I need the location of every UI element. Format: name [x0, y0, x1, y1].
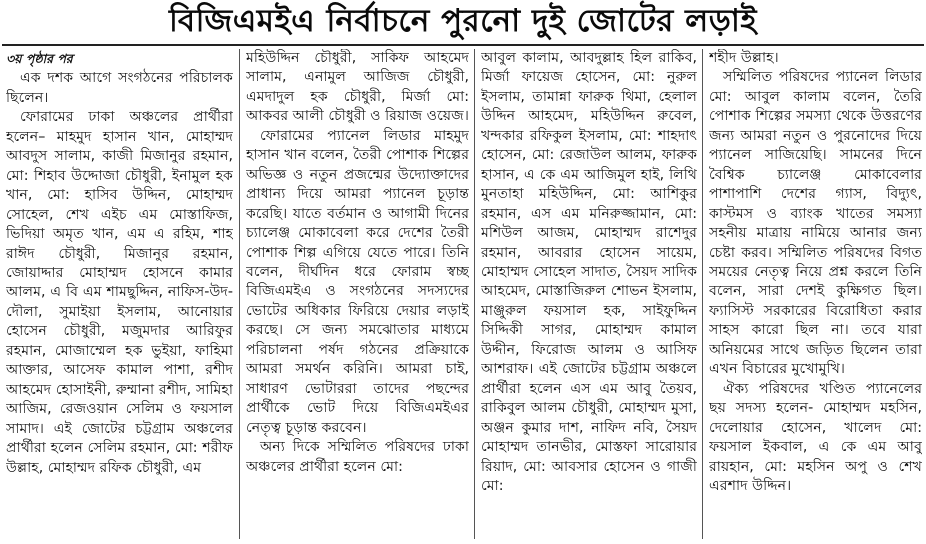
column-divider: [702, 49, 703, 539]
article-headline: বিজিএমইএ নির্বাচনে পুরনো দুই জোটের লড়াই: [169, 3, 757, 39]
column-3-paragraph-1: আবুল কালাম, আবদুল্লাহ হিল রাকিব, মির্জা ফায়েজ হোসেন, মো: নুরুল ইসলাম, তামান্না ফারুক থিমা, হেলাল উদ্দিন আহমেদ, মহিউদ্দিন রুবেল, খন্দকার রফিকুল ইসলাম, মো: শাহদাৎ হোসেন, মো: রেজাউল আলম, ফারুক হাসান, এ কে এম আজিমুল হাই, লিথি মুনতাহা মহিউদ্দিন, মো: আশিকুর রহমান, এস এম মনিরুজ্জামান, মো: মশিউল আজম, মোহাম্মদ রাশেদুর রহমান, আবরার হোসেন সায়েম, মোহাম্মদ সোহেল সাদাত, সৈয়দ সাদিক আহমেদ, মোস্তাজিরুল শোভন ইসলাম, মাঞ্জুরুল ফয়সাল হক, সাইফুদ্দিন সিদ্দিকী সাগর, মোহাম্মদ কামাল উদ্দীন, ফিরোজ আলম ও আসিফ আশরাফ। এই জোটের চট্টগ্রাম অঞ্চলে প্রার্থীরা হলেন এস এম আবু তৈয়ব, রাকিবুল আলম চৌধুরী, মোহাম্মদ মুসা, অঞ্জন কুমার দাশ, নাফিদ নবি, সৈয়দ মোহাম্মদ তানভীর, মোস্তফা সারোয়ার রিয়াদ, মো: আবসার হোসেন ও গাজী মো:: [481, 50, 697, 494]
continued-label: ৩য় পৃষ্ঠার পর: [6, 51, 73, 66]
article-column-3: [481, 49, 697, 541]
article-column-2: [246, 49, 469, 541]
article-column-1: [6, 49, 233, 541]
column-2-paragraph-1: মহিউদ্দিন চৌধুরী, সাকিফ আহমেদ সালাম, এনামুল আজিজ চৌধুরী, এমদাদুল হক চৌধুরী, মির্জা মো: আকবর আলী চৌধুরী ও রিয়াজ ওয়েজ।: [246, 50, 469, 125]
column-4-paragraph-2: সম্মিলিত পরিষদের প্যানেল লিডার মো: আবুল কালাম বলেন, তৈরি পোশাক শিল্পের সমস্যা থেকে উত্তরণের জন্য আমরা নতুন ও পুরনোদের দিয়ে প্যানেল সাজিয়েছি। সামনের দিনে বৈশ্বিক চ্যালেঞ্জ মোকাবেলার পাশাপাশি দেশের গ্যাস, বিদ্যুৎ, কাস্টমস ও ব্যাংক খাতের সমস্যা সহনীয় মাত্রায় নামিয়ে আনার জন্য চেষ্টা করব। সম্মিলিত পরিষদের বিগত সময়ের নেতৃত্ব নিয়ে প্রশ্ন করলে তিনি বলেন, সারা দেশই কুক্ষিগত ছিল। ফ্যাসিস্ট সরকারের বিরোধিতা করার সাহস কারো ছিল না। তবে যারা অনিয়মের সাথে জড়িত ছিলেন তারা এখন বিচারের মুখোমুখি।: [709, 69, 922, 378]
article-column-4: [709, 49, 922, 541]
column-1-paragraph-2: ফোরামের ঢাকা অঞ্চলের প্রার্থীরা হলেন– মাহমুদ হাসান খান, মোহাম্মদ আবদুস সালাম, কাজী মিজানুর রহমান, মো: শিহাব উদ্দোজা চৌধুরী, ইনামুল হক খান, মো: হাসিব উদ্দিন, মোহাম্মদ সোহেল, শেখ এইচ এম মোস্তাফিজ, ভিদিয়া অমৃত খান, এম এ রহিম, শাহ রাঈদ চৌধুরী, মিজানুর রহমান, জোয়াদ্দার মোহাম্মদ হোসনে কামার আলম, এ বি এম শামছুদ্দিন, নাফিস-উদ-দৌলা, সুমাইয়া ইসলাম, আনোয়ার হোসেন চৌধুরী, মজুমদার আরিফুর রহমান, মোজাম্মেল হক ভুইয়া, ফাহিমা আক্তার, আসেফ কামাল পাশা, রশীদ আহমেদ হোসাইনী, রুম্মানা রশীদ, সামিহা আজিম, রেজওয়ান সেলিম ও ফয়সাল সামাদ। এই জোটের চট্টগ্রাম অঞ্চলের প্রার্থীরা হলেন সেলিম রহমান, মো: শরীফ উল্লাহ, মোহাম্মদ রফিক চৌধুরী, এম: [6, 109, 233, 476]
column-divider: [239, 49, 240, 539]
column-divider: [474, 49, 475, 539]
column-1-paragraph-1: এক দশক আগে সংগঠনের পরিচালক ছিলেন।: [6, 70, 233, 106]
column-4-paragraph-3: ঐক্য পরিষদের খণ্ডিত প্যানেলের ছয় সদস্য হলেন- মোহাম্মদ মহসিন, দেলোয়ার হোসেন, খালেদ মো: ফয়সাল ইকবাল, এ কে এম আবু রায়হান, মো: মহসিন অপু ও শেখ এরশাদ উদ্দিন।: [709, 380, 922, 494]
column-4-paragraph-1: শহীদ উল্লাহ।: [709, 50, 779, 66]
headline-rule: [2, 44, 924, 46]
column-2-paragraph-3: অন্য দিকে সম্মিলিত পরিষদের ঢাকা অঞ্চলের প্রার্থীরা হলেন মো:: [246, 439, 469, 475]
column-2-paragraph-2: ফোরামের প্যানেল লিডার মাহমুদ হাসান খান বলেন, তৈরী পোশাক শিল্পের অভিজ্ঞ ও নতুন প্রজন্মের উদ্যোক্তাদের প্রাধান্য দিয়ে আমরা প্যানেল চূড়ান্ত করেছি। যাতে বর্তমান ও আগামী দিনের চ্যালেঞ্জ মোকাবেলা করে দেশের তৈরী পোশাক শিল্প এগিয়ে যেতে পারে। তিনি বলেন, দীর্ঘদিন ধরে ফোরাম স্বচ্ছ বিজিএমইএ ও সংগঠনের সদস্যদের ভোটের অধিকার ফিরিয়ে দেয়ার লড়াই করছে। সে জন্য সমঝোতার মাধ্যমে পরিচালনা পর্ষদ গঠনের প্রক্রিয়াকে আমরা সমর্থন করিনি। আমরা চাই, সাধারণ ভোটাররা তাদের পছন্দের প্রার্থীকে ভোট দিয়ে বিজিএমইএর নেতৃত্ব চূড়ান্ত করবেন।: [246, 127, 469, 436]
